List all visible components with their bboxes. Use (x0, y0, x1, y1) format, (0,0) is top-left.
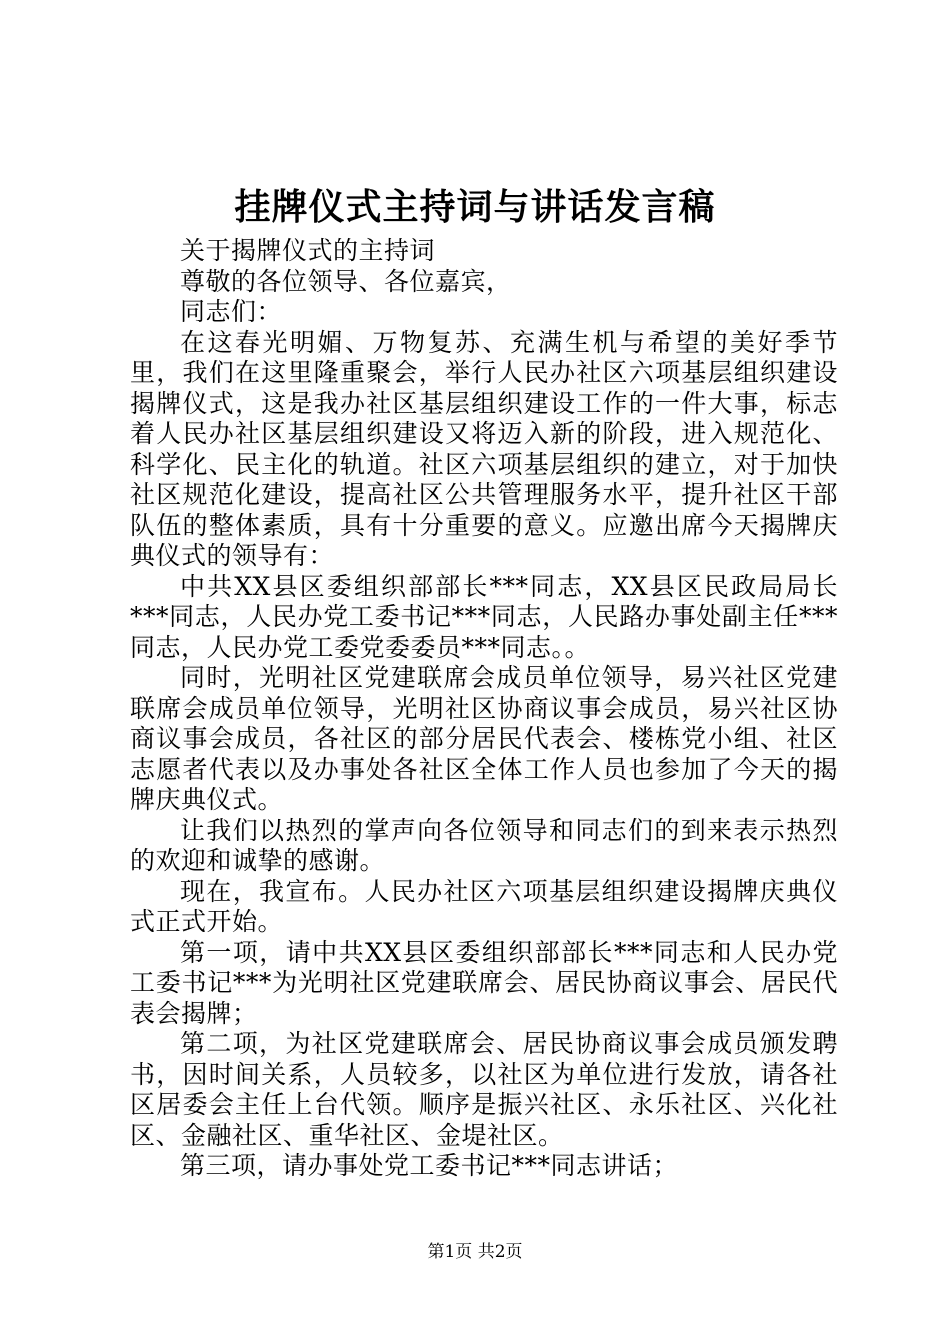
paragraph-salutation: 尊敬的各位领导、各位嘉宾， (180, 266, 512, 296)
paragraph-salutation-comrades: 同志们： (180, 297, 283, 326)
paragraph-item-two: 第二项，为社区党建联席会、居民协商议事会成员颁发聘书，因时间关系，人员较多，以社区为单位进行发放，请各社区居委会主任上台代领。顺序是振兴社区、永乐社区、兴化社区、金融社区、重华社区、金堤社区。 (130, 1029, 838, 1150)
paragraph-announcement: 现在，我宣布。人民办社区六项基层组织建设揭牌庆典仪式正式开始。 (130, 876, 838, 936)
document-body (130, 236, 838, 1182)
paragraph-welcome: 让我们以热烈的掌声向各位领导和同志们的到来表示热烈的欢迎和诚挚的感谢。 (130, 815, 838, 875)
page-footer: 第1页 共2页 (427, 1242, 523, 1262)
paragraph-opening: 在这春光明媚、万物复苏、充满生机与希望的美好季节里，我们在这里隆重聚会，举行人民办社区六项基层组织建设揭牌仪式，这是我办社区基层组织建设工作的一件大事，标志着人民办社区基层组织建设又将迈入新的阶段，进入规范化、科学化、民主化的轨道。社区六项基层组织的建立，对于加快社区规范化建设，提高社区公共管理服务水平，提升社区干部队伍的整体素质，具有十分重要的意义。应邀出席今天揭牌庆典仪式的领导有： (130, 327, 838, 570)
document-title: 挂牌仪式主持词与讲话发言稿 (234, 187, 716, 228)
paragraph-item-three: 第三项，请办事处党工委书记***同志讲话； (180, 1151, 679, 1180)
paragraph-attendees: 同时，光明社区党建联席会成员单位领导，易兴社区党建联席会成员单位领导，光明社区协商议事会成员，易兴社区协商议事会成员，各社区的部分居民代表会、楼栋党小组、社区志愿者代表以及办事处各社区全体工作人员也参加了今天的揭牌庆典仪式。 (130, 663, 838, 814)
paragraph-leaders: 中共XX县区委组织部部长***同志，XX县区民政局局长***同志，人民办党工委书记***同志，人民路办事处副主任***同志，人民办党工委党委委员***同志。。 (130, 571, 838, 662)
paragraph-item-one: 第一项，请中共XX县区委组织部部长***同志和人民办党工委书记***为光明社区党建联席会、居民协商议事会、居民代表会揭牌； (130, 937, 838, 1028)
paragraph-heading: 关于揭牌仪式的主持词 (180, 236, 436, 265)
